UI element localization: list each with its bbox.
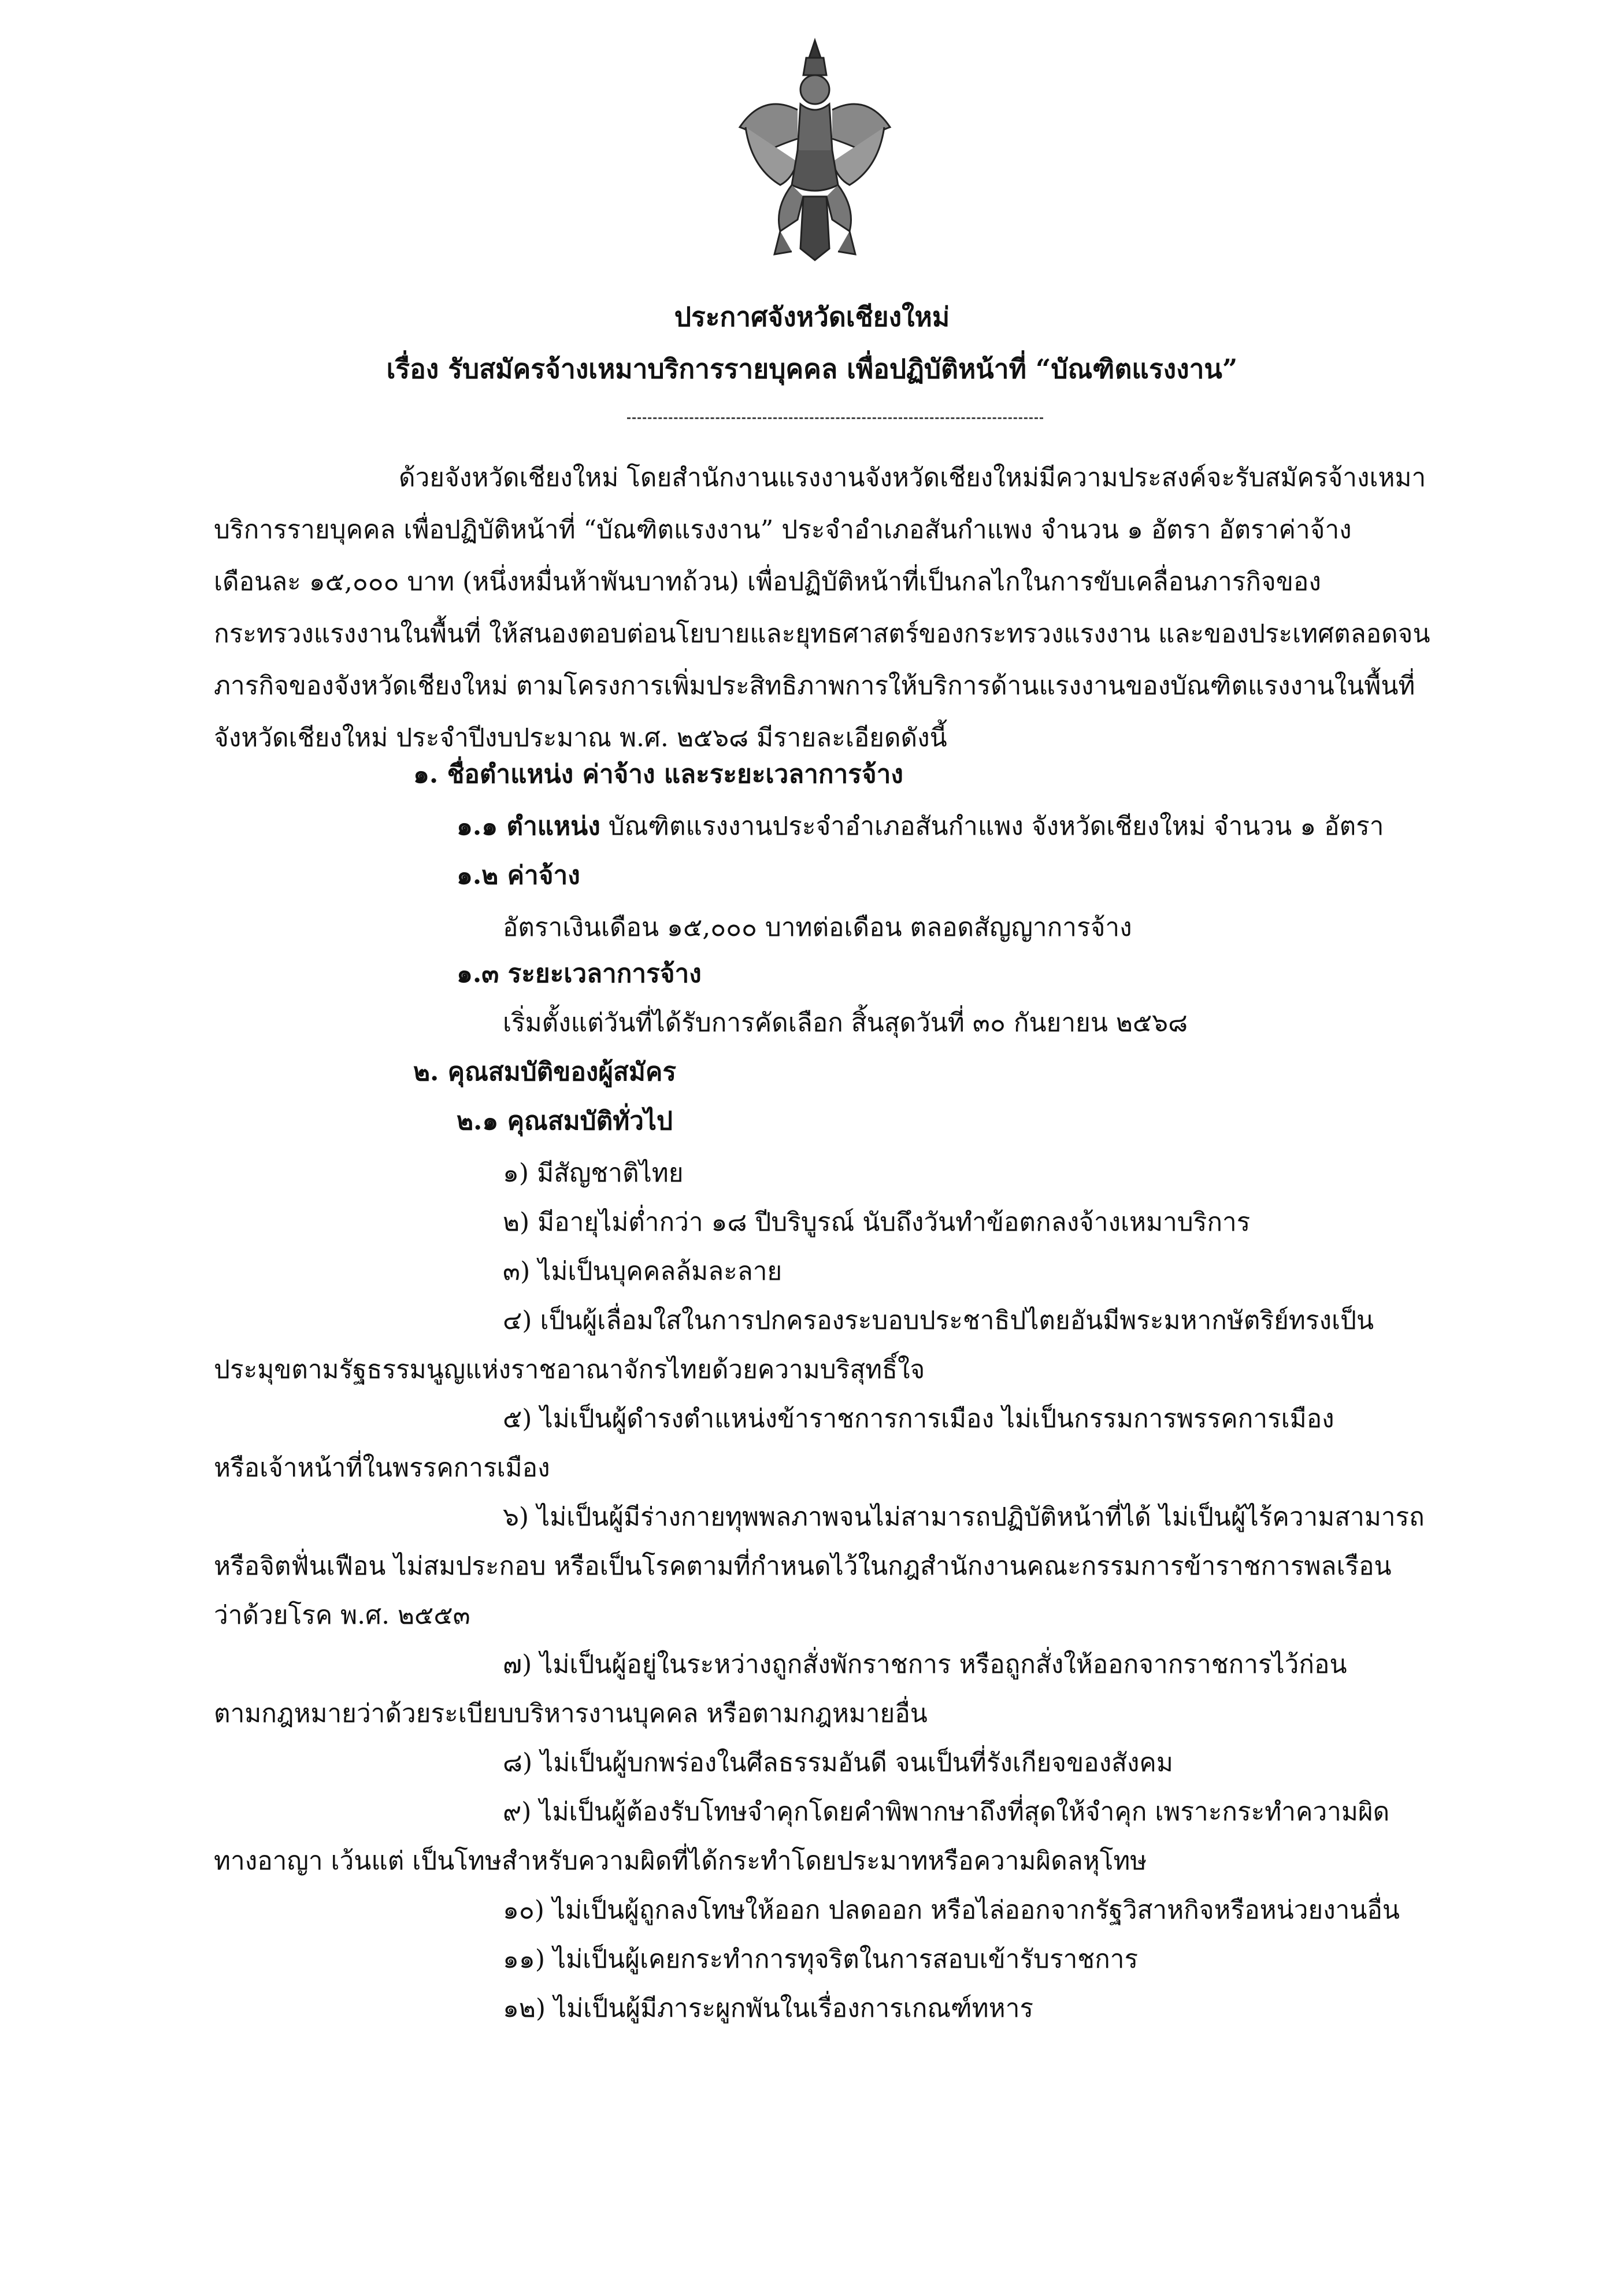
section-1-2-text: อัตราเงินเดือน ๑๕,๐๐๐ บาทต่อเดือน ตลอดสัญญาการจ้าง <box>503 913 1132 942</box>
section-1-1 <box>457 814 1384 839</box>
qualification-line: ว่าด้วยโรค พ.ศ. ๒๕๕๓ <box>214 1601 470 1630</box>
intro-line: กระทรวงแรงงานในพื้นที่ ให้สนองตอบต่อนโยบายและยุทธศาสตร์ของกระทรวงแรงงาน และของประเทศตลอดจน <box>214 619 1430 649</box>
qualification-line: ๑๑) ไม่เป็นผู้เคยกระทำการทุจริตในการสอบเข้ารับราชการ <box>503 1945 1139 1974</box>
qualification-line: ๑) มีสัญชาติไทย <box>503 1158 684 1188</box>
section-1-3-heading: ๑.๓ ระยะเวลาการจ้าง <box>457 959 702 988</box>
qualification-line: ๘) ไม่เป็นผู้บกพร่องในศีลธรรมอันดี จนเป็นที่รังเกียจของสังคม <box>503 1748 1173 1777</box>
qualification-line: ๒) มีอายุไม่ต่ำกว่า ๑๘ ปีบริบูรณ์ นับถึงวันทำข้อตกลงจ้างเหมาบริการ <box>503 1208 1251 1237</box>
section-1-heading: ๑. ชื่อตำแหน่ง ค่าจ้าง และระยะเวลาการจ้าง <box>413 760 903 789</box>
qualification-line: ประมุขตามรัฐธรรมนูญแห่งราชอาณาจักรไทยด้วยความบริสุทธิ์ใจ <box>214 1355 925 1384</box>
qualification-line: ๖) ไม่เป็นผู้มีร่างกายทุพพลภาพจนไม่สามารถปฏิบัติหน้าที่ได้ ไม่เป็นผู้ไร้ความสามารถ <box>503 1502 1425 1532</box>
intro-line: ด้วยจังหวัดเชียงใหม่ โดยสำนักงานแรงงานจังหวัดเชียงใหม่มีความประสงค์จะรับสมัครจ้างเหมา <box>399 463 1426 492</box>
section-1-2-heading: ๑.๒ ค่าจ้าง <box>457 861 580 890</box>
qualification-line: ทางอาญา เว้นแต่ เป็นโทษสำหรับความผิดที่ได้กระทำโดยประมาทหรือความผิดลหุโทษ <box>214 1846 1147 1876</box>
section-2-heading: ๒. คุณสมบัติของผู้สมัคร <box>413 1057 676 1087</box>
intro-line: จังหวัดเชียงใหม่ ประจำปีงบประมาณ พ.ศ. ๒๕๖๘ มีรายละเอียดดังนี้ <box>214 723 947 753</box>
section-2-1-heading: ๒.๑ คุณสมบัติทั่วไป <box>457 1106 673 1136</box>
qualification-line: ๗) ไม่เป็นผู้อยู่ในระหว่างถูกสั่งพักราชการ หรือถูกสั่งให้ออกจากราชการไว้ก่อน <box>503 1650 1347 1679</box>
qualification-line: ๓) ไม่เป็นบุคคลล้มละลาย <box>503 1257 783 1286</box>
section-1-3-text: เริ่มตั้งแต่วันที่ได้รับการคัดเลือก สิ้นสุดวันที่ ๓๐ กันยายน ๒๕๖๘ <box>503 1008 1188 1038</box>
garuda-emblem-icon <box>728 35 902 266</box>
intro-line: เดือนละ ๑๕,๐๐๐ บาท (หนึ่งหมื่นห้าพันบาทถ้วน) เพื่อปฏิบัติหน้าที่เป็นกลไกในการขับเคลื่อนภารกิจของ <box>214 567 1321 597</box>
qualification-line: หรือจิตฟั่นเฟือน ไม่สมประกอบ หรือเป็นโรคตามที่กำหนดไว้ในกฎสำนักงานคณะกรรมการข้าราชการพลเรือน <box>214 1551 1392 1581</box>
intro-line: ภารกิจของจังหวัดเชียงใหม่ ตามโครงการเพิ่มประสิทธิภาพการให้บริการด้านแรงงานของบัณฑิตแรงงานในพื้นที่ <box>214 671 1415 701</box>
qualification-line: ๔) เป็นผู้เลื่อมใสในการปกครองระบอบประชาธิปไตยอันมีพระมหากษัตริย์ทรงเป็น <box>503 1306 1374 1335</box>
section-1-1-number: ๑.๑ ตำแหน่ง <box>457 812 600 841</box>
qualification-line: ๙) ไม่เป็นผู้ต้องรับโทษจำคุกโดยคำพิพากษาถึงที่สุดให้จำคุก เพราะกระทำความผิด <box>503 1797 1390 1827</box>
intro-line: บริการรายบุคคล เพื่อปฏิบัติหน้าที่ “บัณฑิตแรงงาน” ประจำอำเภอสันกำแพง จำนวน ๑ อัตรา อัตราค่าจ้าง <box>214 515 1352 545</box>
section-1-1-text: บัณฑิตแรงงานประจำอำเภอสันกำแพง จังหวัดเชียงใหม่ จำนวน ๑ อัตรา <box>608 812 1384 841</box>
qualification-line: ๑๐) ไม่เป็นผู้ถูกลงโทษให้ออก ปลดออก หรือไล่ออกจากรัฐวิสาหกิจหรือหน่วยงานอื่น <box>503 1895 1400 1925</box>
qualification-line: ๕) ไม่เป็นผู้ดำรงตำแหน่งข้าราชการการเมือง ไม่เป็นกรรมการพรรคการเมือง <box>503 1404 1334 1434</box>
qualification-line: ๑๒) ไม่เป็นผู้มีภาระผูกพันในเรื่องการเกณฑ์ทหาร <box>503 1994 1034 2023</box>
qualification-line: ตามกฎหมายว่าด้วยระเบียบบริหารงานบุคคล หรือตามกฎหมายอื่น <box>214 1699 928 1728</box>
announcement-subject: เรื่อง รับสมัครจ้างเหมาบริการรายบุคคล เพื่อปฏิบัติหน้าที่ “บัณฑิตแรงงาน” <box>386 353 1238 384</box>
announcement-title: ประกาศจังหวัดเชียงใหม่ <box>674 301 950 332</box>
qualification-line: หรือเจ้าหน้าที่ในพรรคการเมือง <box>214 1453 550 1483</box>
title-divider <box>627 417 1043 419</box>
